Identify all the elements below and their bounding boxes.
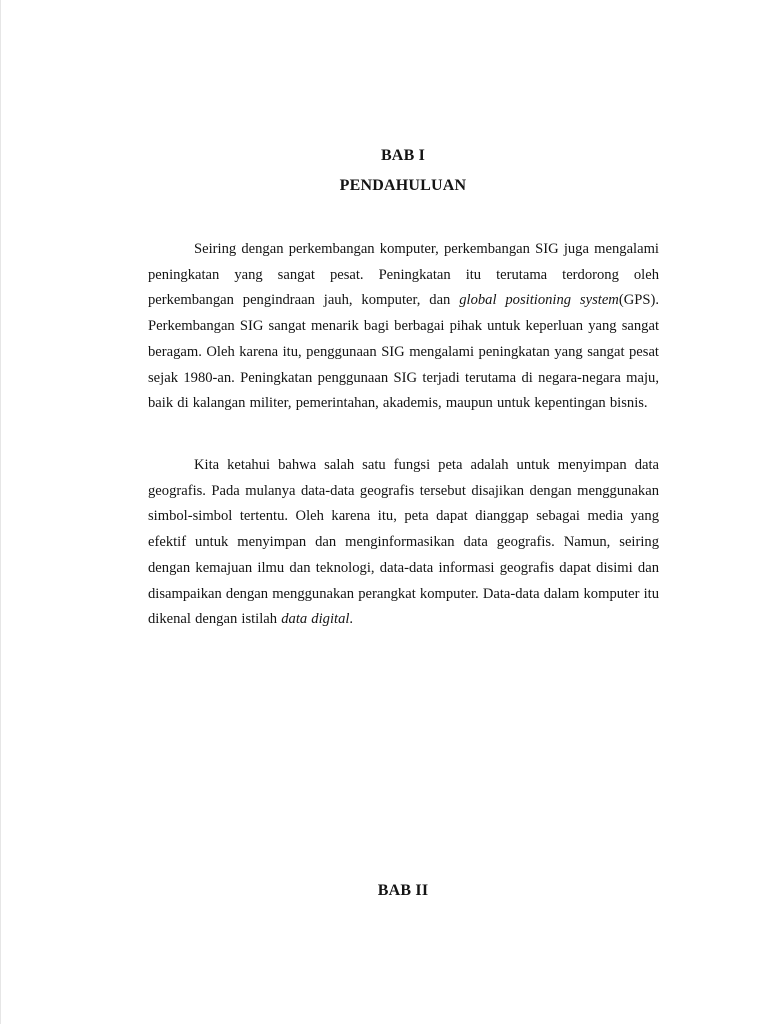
next-chapter-number: BAB II xyxy=(377,882,429,899)
paragraph-text: Seiring dengan perkembangan komputer, perkembangan SIG juga mengalami peningkatan yang sangat pesat. Peningkatan itu terutama terdorong oleh perkembangan pengindraan jauh, komputer, dan xyxy=(148,241,659,309)
body-paragraph-2 xyxy=(148,453,659,633)
italic-term: global positioning system xyxy=(459,292,619,309)
paragraph-text: . xyxy=(349,611,354,628)
chapter-title: PENDAHULUAN xyxy=(339,177,467,194)
body-paragraph-1 xyxy=(148,237,659,417)
italic-term: data digital xyxy=(281,611,350,628)
chapter-number: BAB I xyxy=(380,147,426,164)
paragraph-text: Kita ketahui bahwa salah satu fungsi peta adalah untuk menyimpan data geografis. Pada mulanya data-data geografis tersebut disajikan dengan menggunakan simbol-simbol tertentu. Oleh karena itu, peta dapat dianggap sebagai media yang efektif untuk menyimpan dan menginformasikan data geografis. Namun, seiring dengan kemajuan ilmu dan teknologi, data-data informasi geografis dapat disimi dan disampaikan dengan menggunakan perangkat komputer. Data-data dalam komputer itu dikenal dengan istilah xyxy=(148,457,659,628)
paragraph-text: (GPS). Perkembangan SIG sangat menarik bagi berbagai pihak untuk keperluan yang sangat beragam. Oleh karena itu, penggunaan SIG mengalami peningkatan yang sangat pesat sejak 1980-an. Peningkatan penggunaan SIG terjadi terutama di negara-negara maju, baik di kalangan militer, pemerintahan, akademis, maupun untuk kepentingan bisnis. xyxy=(148,292,659,412)
